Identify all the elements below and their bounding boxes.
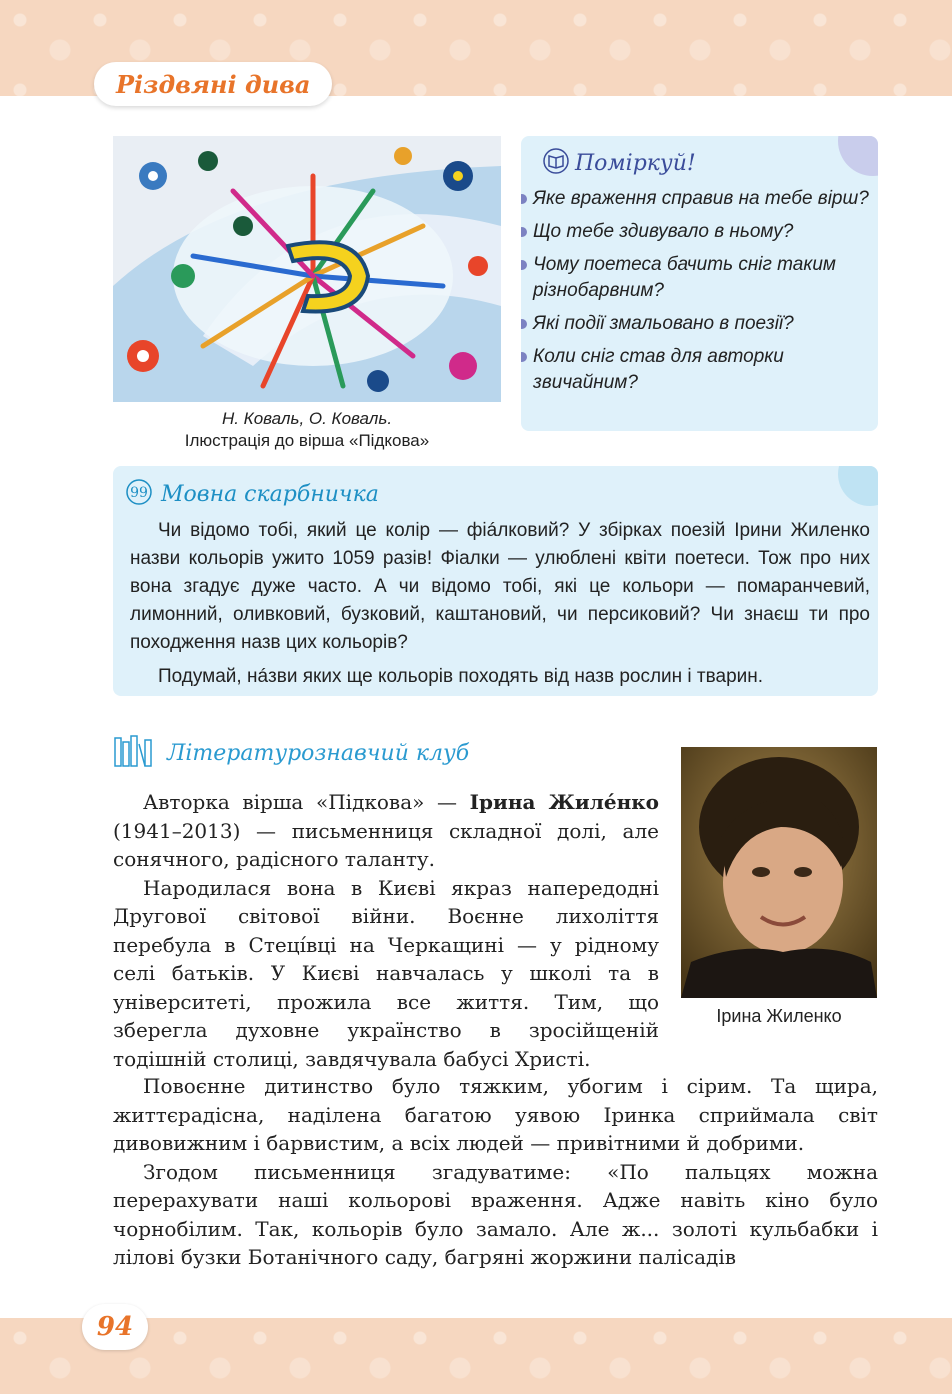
list-item: Що тебе здивувало в ньому? xyxy=(521,219,871,245)
think-box-header xyxy=(543,148,696,179)
treasure-box-text xyxy=(130,517,870,691)
page-number: 94 xyxy=(96,1312,134,1342)
club-paragraph: Авторка вірша «Підкова» — Ірина Жилéнко (1941–2013) — письменниця складної долі, але сонячного, радісного таланту. xyxy=(113,790,660,871)
list-item: Чому поетеса бачить сніг таким різнобарвним? xyxy=(521,252,871,304)
list-item: Які події змальовано в поезії? xyxy=(521,311,871,337)
treasure-box-title: Мовна скарбничка xyxy=(161,482,379,507)
poem-illustration xyxy=(113,136,501,402)
illustration-caption-title: Ілюстрація до вірша «Підкова» xyxy=(184,431,430,450)
open-book-icon xyxy=(543,148,569,179)
treasure-paragraph: Чи відомо тобі, який це колір — фіáлковий? У збірках поезій Ірини Жиленко назви кольорів ужито 1059 разів! Фіалки — улюблені квіти поетеси. Тож про них вона згадує дуже часто. А чи відомо тобі, які це кольори — помаранчевий, лимонний, оливковий, бузковий, каштановий, чи персиковий? Чи знаєш ти про походження назв цих кольорів? xyxy=(130,520,870,653)
literary-club-header xyxy=(113,734,469,773)
list-item: Яке враження справив на тебе вірш? xyxy=(521,186,871,212)
club-paragraph: Згодом письменниця згадуватиме: «По пальцях можна перерахувати наші кольорові враження. Адже навіть кіно було чорнобілим. Так, кольорів було замало. Але ж... золоті кульбабки і лілові бузки Ботанічного саду, багряні жоржини палісадів xyxy=(113,1159,878,1269)
box-corner-decoration xyxy=(838,136,878,176)
chapter-tab xyxy=(94,62,332,106)
author-name: Ірина Жилéнко xyxy=(469,790,660,814)
author-photo-caption: Ірина Жиленко xyxy=(716,1006,842,1026)
author-photo xyxy=(681,747,877,998)
illustration-caption-author: Н. Коваль, О. Коваль. xyxy=(221,409,393,428)
treasure-paragraph: Подумай, нáзви яких ще кольорів походять від назв рослин і тварин. xyxy=(158,666,764,687)
books-icon xyxy=(113,734,153,773)
illustration-caption xyxy=(113,408,501,452)
list-item: Коли сніг став для авторки звичайним? xyxy=(521,344,871,396)
box-corner-decoration xyxy=(838,466,878,506)
page-number-badge xyxy=(82,1304,148,1350)
club-paragraph: Народилася вона в Києві якраз напередодні Другової світової війни. Воєнне лихоліття перебула в Стецíвці на Черкащині — у рідному селі батьків. У Києві навчалась у школі та в університеті, прожила все життя. Тим, що зберегла духовне українство в зросійщеній тодішній столиці, завдячувала бабусі Христі. xyxy=(113,875,659,1071)
think-box xyxy=(521,136,878,431)
quote-bubble-icon xyxy=(125,478,153,511)
language-treasure-box xyxy=(113,466,878,696)
club-text-wide xyxy=(113,1072,878,1272)
club-text-narrow xyxy=(113,788,659,1073)
svg-text:99: 99 xyxy=(130,485,148,501)
club-paragraph: Повоєнне дитинство було тяжким, убогим і сірим. Та щира, життєрадісна, наділена багатою уявою Іринка сприймала світ дивовижним і барвистим, а всіх людей — привітними й добрими. xyxy=(113,1074,878,1155)
think-questions-list xyxy=(521,186,871,403)
literary-club-title: Літературознавчий клуб xyxy=(167,741,470,766)
think-box-title: Поміркуй! xyxy=(575,151,696,176)
chapter-title: Різдвяні дива xyxy=(116,69,311,99)
treasure-box-header xyxy=(125,478,379,511)
